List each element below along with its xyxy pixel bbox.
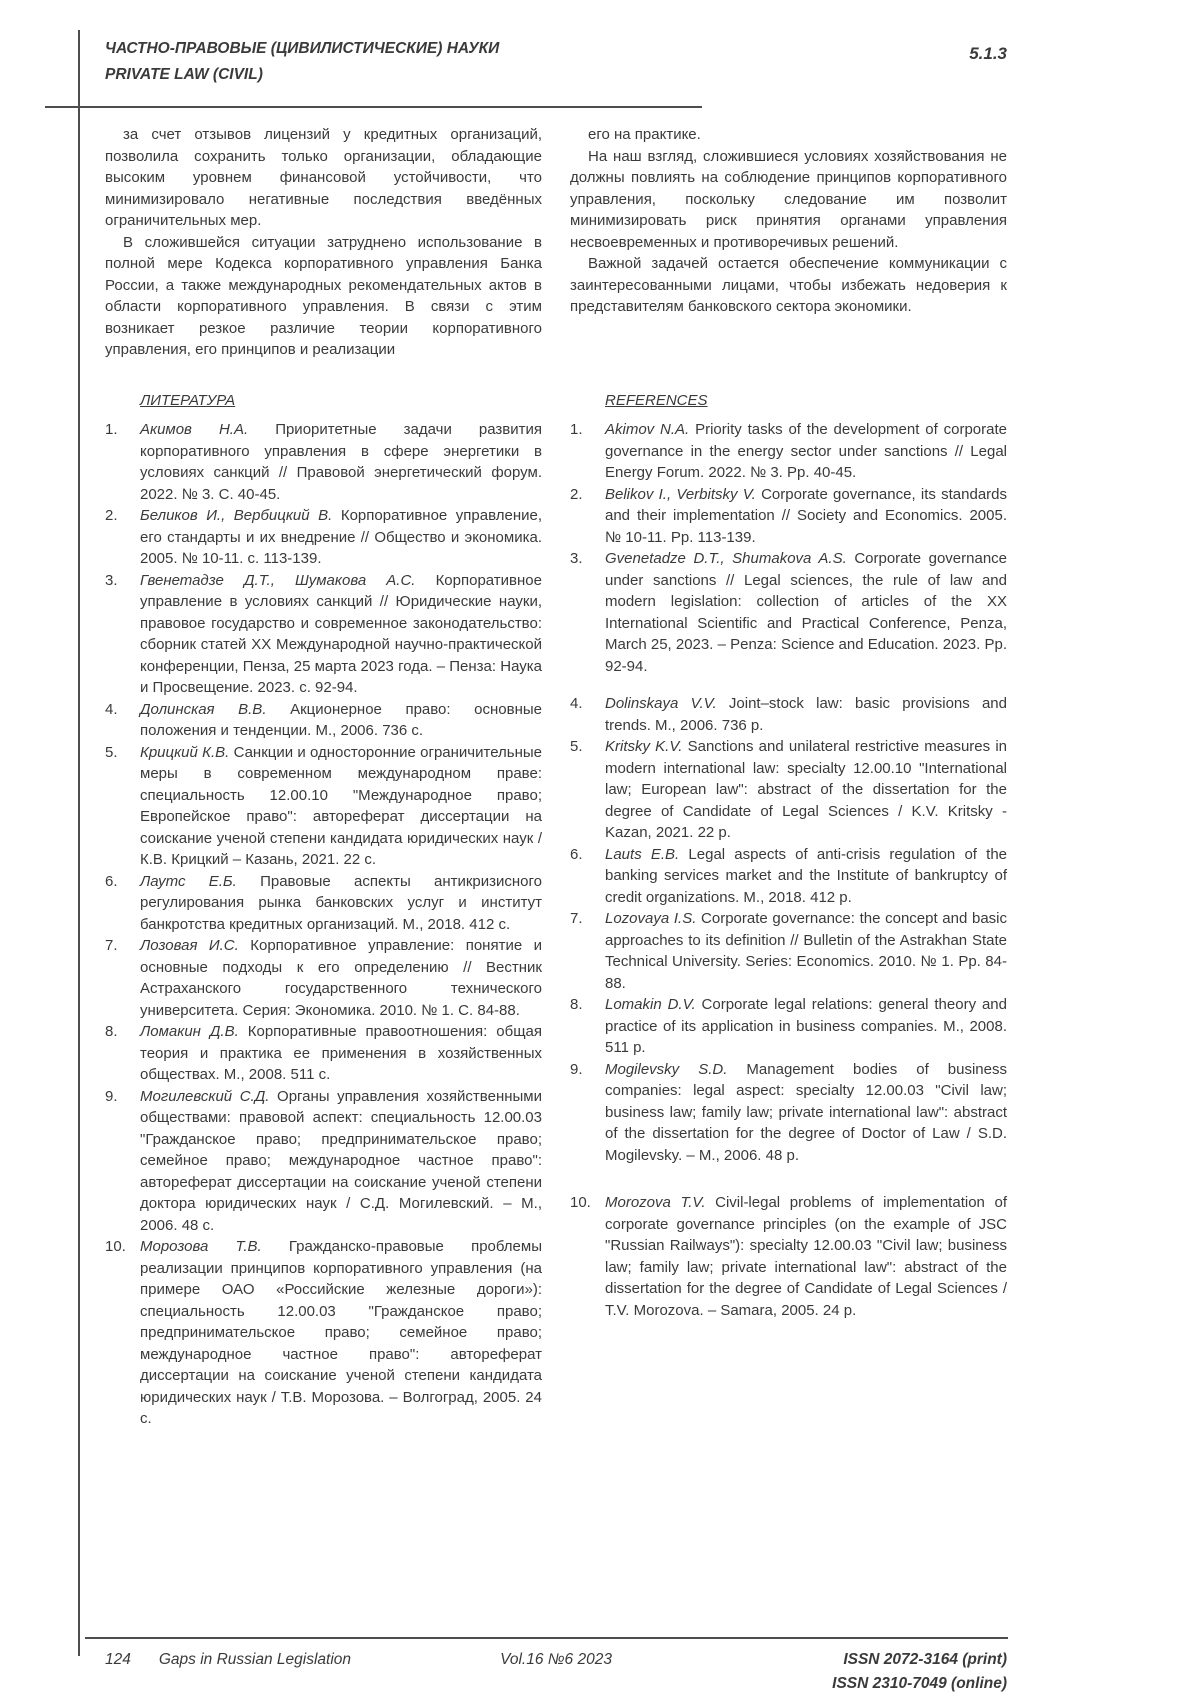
references-heading: REFERENCES — [605, 392, 708, 409]
running-head — [105, 36, 499, 88]
issn-block — [706, 1648, 1007, 1696]
reference-item — [570, 908, 1007, 994]
reference-author: Долинская В.В. — [140, 700, 267, 718]
reference-text: Priority tasks of the development of corporate governance in the energy sector under sanctions // Legal Energy Forum. 2022. № 3. Pp. 40-45. — [605, 421, 1007, 481]
reference-item — [105, 699, 542, 742]
literature-heading: ЛИТЕРАТУРА — [140, 392, 236, 409]
right-column — [570, 124, 1007, 1430]
reference-item — [570, 548, 1007, 677]
reference-item — [105, 1021, 542, 1086]
body-paragraph: На наш взгляд, сложившиеся условиях хозяйствования не должны повлиять на соблюдение принципов корпоративного управления, поскольку следование им позволит минимизировать риск принятия органами управления несвоевременных и противоречивых решений. — [570, 147, 1007, 251]
reference-text: Гражданско-правовые проблемы реализации принципов корпоративного управления (на примере ОАО «Российские железные дороги»): специальность 12.00.03 "Гражданское право; предпринимательское право; семейное право; международное частное право": автореферат диссертации на соискание ученой степени кандидата юридических наук / Т.В. Морозова. – Волгоград, 2005. 24 с. — [140, 1238, 542, 1427]
reference-author: Беликов И., Вербицкий В. — [140, 507, 333, 524]
issn-print: ISSN 2072-3164 (print) — [843, 1651, 1008, 1668]
reference-text: Sanctions and unilateral restrictive measures in modern international law: specialty 12.00.10 "International law; European law": abstract of the dissertation for the degree of Candidate of Legal Sciences / K.V. Kritsky - Kazan, 2021. 22 p. — [605, 738, 1007, 841]
reference-number: 2. — [570, 485, 583, 503]
reference-item — [105, 871, 542, 936]
reference-author: Лаутс Е.Б. — [140, 872, 237, 890]
left-paragraphs — [105, 124, 542, 366]
reference-text: Корпоративное управление, его стандарты и их внедрение // Общество и экономика. 2005. № 10-11. с. 113-139. — [140, 507, 543, 567]
reference-text: Legal aspects of anti-crisis regulation of the banking services market and the Institute of bankruptcy of credit organizations. M., 2018. 412 p. — [605, 845, 1007, 906]
body-paragraph: его на практике. — [588, 126, 701, 143]
reference-item — [105, 935, 542, 1021]
reference-text: Приоритетные задачи развития корпоративного управления в сфере энергетики в условиях санкций // Правовой энергетический форум. 2022. № 3. С. 40-45. — [140, 421, 542, 503]
page-number: 124 — [105, 1651, 131, 1668]
reference-item — [105, 505, 542, 570]
reference-number: 10. — [105, 1238, 126, 1255]
reference-author: Могилевский С.Д. — [140, 1087, 270, 1105]
page-header — [105, 36, 1007, 88]
body-paragraph: за счет отзывов лицензий у кредитных организаций, позволила сохранить только организации, обладающие высоким уровнем финансовой устойчивости, что минимизировало негативные последствия введённых ограничительных мер. — [105, 126, 542, 229]
reference-author: Kritsky K.V. — [605, 738, 683, 755]
section-code: 5.1.3 — [969, 44, 1007, 63]
reference-number: 6. — [570, 845, 583, 863]
reference-item — [105, 419, 542, 505]
reference-number: 8. — [105, 1023, 118, 1040]
reference-author: Lomakin D.V. — [605, 996, 696, 1013]
reference-author: Akimov N.A. — [605, 421, 690, 438]
left-column — [105, 124, 542, 1430]
reference-author: Mogilevsky S.D. — [605, 1060, 728, 1078]
body-paragraph: Важной задачей остается обеспечение коммуникации с заинтересованными лицами, чтобы избежать недоверия к представителям банковского сектора экономики. — [570, 255, 1007, 315]
reference-text: Санкции и односторонние ограничительные меры в современном международном праве: специальность 12.00.10 "Международное право; Европейское право": автореферат диссертации на соискание ученой степени кандидата юридических наук / К.В. Крицкий – Казань, 2021. 22 с. — [140, 743, 543, 868]
running-head-en: PRIVATE LAW (CIVIL) — [105, 66, 263, 83]
page-body — [105, 124, 1007, 1430]
reference-item — [570, 736, 1007, 844]
body-paragraph: В сложившейся ситуации затруднено использование в полной мере Кодекса корпоративного управления Банка России, а также международных рекомендательных актов в области корпоративного управления. В связи с этим возникает резкое различие теории корпоративного управления, его принципов и реализации — [105, 233, 542, 358]
reference-text: Corporate governance: the concept and basic approaches to its definition // Bulletin of the Astrakhan State Technical University. Series: Economics. 2010. № 1. Pp. 84-88. — [605, 910, 1007, 992]
reference-author: Акимов Н.А. — [140, 421, 249, 438]
reference-author: Lozovaya I.S. — [605, 910, 697, 927]
reference-text: Корпоративное управление в условиях санкций // Юридические науки, правовое государство и современное законодательство: сборник статей XX Международной научно-практической конференции, Пенза, 25 марта 2023 года. – Пенза: Наука и Просвещение. 2023. с. 92-94. — [140, 571, 542, 696]
reference-author: Gvenetadze D.T., Shumakova A.S. — [605, 550, 847, 567]
reference-number: 1. — [105, 421, 118, 438]
reference-number: 5. — [570, 738, 583, 755]
reference-text: Правовые аспекты антикризисного регулирования рынка банковских услуг и институт банкротства кредитных организаций. М., 2018. 412 с. — [140, 872, 542, 933]
reference-text: Корпоративное управление: понятие и основные подходы к его определению // Вестник Астраханского государственного технического университета. Серия: Экономика. 2010. № 1. С. 84-88. — [140, 937, 542, 1019]
reference-text: Joint–stock law: basic provisions and trends. М., 2006. 736 p. — [605, 695, 1007, 734]
reference-author: Морозова Т.В. — [140, 1238, 262, 1255]
reference-item — [570, 1059, 1007, 1167]
reference-item — [105, 570, 542, 699]
literature-list — [105, 419, 542, 1430]
reference-text: Corporate governance under sanctions // Legal sciences, the rule of law and modern legislation: collection of articles of the XX International Scientific and Practical Conference, Penza, March 25, 2023. – Penza: Science and Education. 2023. Pp. 92-94. — [605, 550, 1007, 675]
reference-text: Органы управления хозяйственными обществами: правовой аспект: специальность 12.00.03 "Гражданское право; предпринимательское право; семейное право; международное частное право": автореферат диссертации на соискание ученой степени доктора юридических наук / С.Д. Могилевский. – М., 2006. 48 с. — [140, 1087, 542, 1234]
reference-number: 2. — [105, 507, 118, 524]
issn-online: ISSN 2310-7049 (online) — [832, 1675, 1008, 1692]
reference-text: Акционерное право: основные положения и тенденции. М., 2006. 736 с. — [140, 700, 542, 739]
reference-number: 10. — [570, 1194, 591, 1211]
reference-item — [570, 844, 1007, 909]
left-margin-rule — [78, 30, 80, 1656]
reference-number: 8. — [570, 996, 583, 1013]
reference-item — [570, 1192, 1007, 1321]
reference-item — [570, 484, 1007, 549]
page-footer — [105, 1648, 1007, 1696]
reference-item — [105, 742, 542, 871]
reference-text: Corporate legal relations: general theory and practice of its application in business companies. М., 2008. 511 p. — [605, 996, 1007, 1056]
running-head-ru: ЧАСТНО-ПРАВОВЫЕ (ЦИВИЛИСТИЧЕСКИЕ) НАУКИ — [105, 40, 500, 57]
reference-number: 4. — [570, 695, 583, 712]
reference-number: 7. — [105, 937, 118, 954]
reference-number: 3. — [570, 550, 583, 567]
header-rule — [45, 106, 702, 108]
reference-text: Corporate governance, its standards and their implementation // Society and Economics. 2005. № 10-11. Pp. 113-139. — [605, 485, 1008, 546]
reference-number: 1. — [570, 421, 583, 438]
journal-title: Gaps in Russian Legislation — [158, 1651, 352, 1668]
reference-author: Крицкий К.В. — [140, 743, 230, 761]
reference-author: Dolinskaya V.V. — [605, 695, 717, 712]
reference-item — [105, 1086, 542, 1237]
reference-author: Лозовая И.С. — [140, 937, 239, 954]
footer-rule — [85, 1637, 1008, 1639]
reference-text: Civil-legal problems of implementation of corporate governance principles (on the example of JSC "Russian Railways"): specialty 12.00.03 "Civil law; business law; family law; private international law": abstract of the dissertation for the degree of Candidate of Legal Sciences / T.V. Morozova. – Samara, 2005. 24 p. — [605, 1194, 1007, 1319]
reference-item — [570, 994, 1007, 1059]
volume-issue: Vol.16 №6 2023 — [500, 1651, 612, 1668]
reference-number: 5. — [105, 743, 118, 761]
reference-author: Гвенетадзе Д.Т., Шумакова А.С. — [140, 571, 416, 589]
reference-number: 6. — [105, 872, 118, 890]
reference-item — [105, 1236, 542, 1430]
right-paragraphs — [570, 124, 1007, 366]
reference-author: Belikov I., Verbitsky V. — [605, 485, 756, 503]
reference-number: 4. — [105, 700, 118, 718]
reference-author: Ломакин Д.В. — [140, 1023, 239, 1040]
reference-item — [570, 693, 1007, 736]
reference-author: Morozova T.V. — [605, 1194, 706, 1211]
footer-left — [105, 1648, 406, 1696]
reference-number: 9. — [570, 1060, 583, 1078]
reference-number: 9. — [105, 1087, 118, 1105]
reference-number: 7. — [570, 910, 583, 927]
reference-text: Management bodies of business companies: legal aspect: specialty 12.00.03 "Civil law; business law; family law; private international law": abstract of the dissertation for the degree of Doctor of Law / S.D. Mogilevsky. – М., 2006. 48 p. — [605, 1060, 1007, 1164]
references-list — [570, 419, 1007, 1321]
reference-number: 3. — [105, 571, 118, 589]
reference-item — [570, 419, 1007, 484]
reference-text: Корпоративные правоотношения: общая теория и практика ее применения в хозяйственных обществах. М., 2008. 511 с. — [140, 1023, 543, 1083]
reference-author: Lauts E.B. — [605, 845, 680, 863]
